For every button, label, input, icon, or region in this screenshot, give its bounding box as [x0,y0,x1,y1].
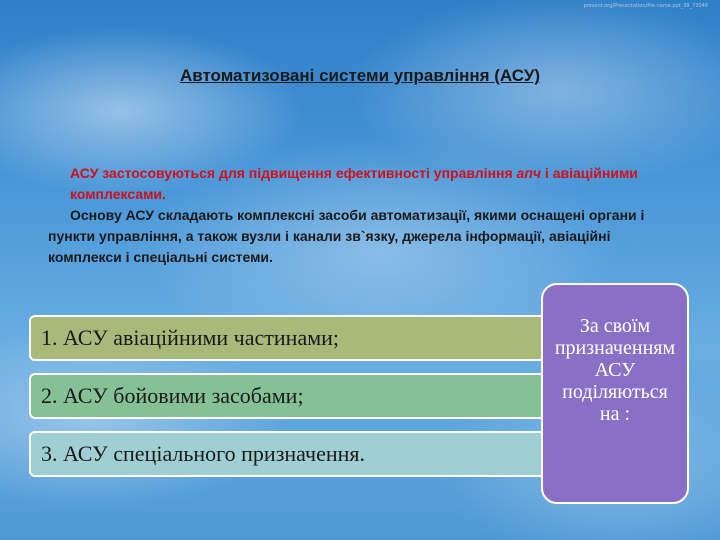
callout-line-1: За своїм [579,314,651,337]
callout-box [541,283,689,504]
watermark: present.org/Presentation/file-name.ppt_39_73048 [583,3,708,9]
paragraph-1-abbrev: апч [516,165,542,181]
paragraph-1 [48,163,648,205]
callout-line-3: АСУ [594,358,636,381]
paragraph-2-text: Основу АСУ складають комплексні засоби автоматизації, якими оснащені органи і пункти управління, а також вузли і канали зв`язку, джерела інформації, авіаційні комплекси і спеціальні системи. [48,207,645,265]
paragraph-1-part-1: АСУ застосовуються для підвищення ефективності управління [70,165,517,181]
callout-line-5: на : [599,402,631,425]
slide-title: Автоматизовані системи управління (АСУ) [179,66,541,85]
list-item-1: 1. АСУ авіаційними частинами; [29,315,619,361]
paragraph-1-part-3: і авіаційними комплексами. [70,165,638,202]
list-item-3: 3. АСУ спеціального призначення. [29,431,619,477]
callout-line-2: призначенням [554,336,676,359]
paragraph-2 [48,205,648,268]
callout-line-4: поділяються [562,380,668,403]
body-text [48,163,648,268]
list-item-2: 2. АСУ бойовими засобами; [29,373,619,419]
